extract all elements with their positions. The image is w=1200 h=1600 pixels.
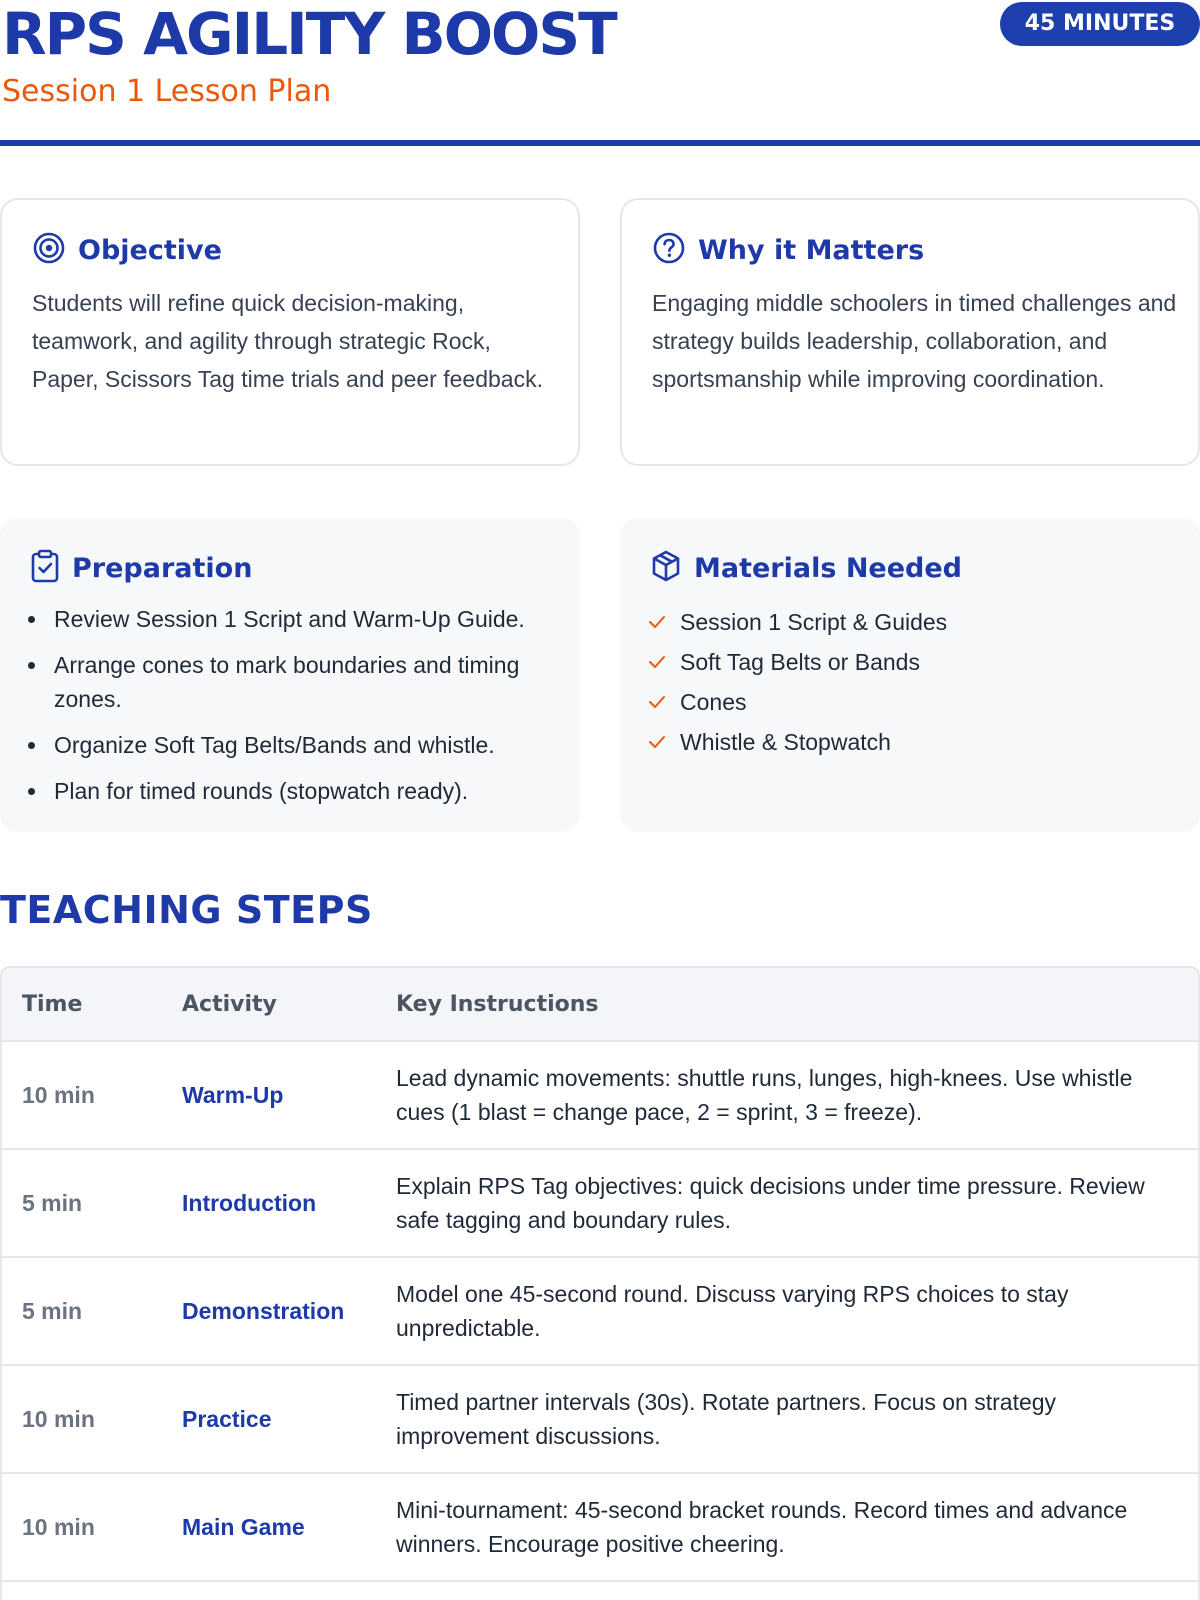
page-title: RPS AGILITY BOOST [2, 0, 616, 68]
materials-card [620, 518, 1200, 832]
duration-badge: 45 MINUTES [1000, 2, 1200, 46]
objective-header [32, 230, 222, 270]
preparation-list [24, 602, 566, 820]
list-item [648, 722, 1186, 762]
check-icon [648, 615, 666, 629]
box-icon [650, 549, 682, 588]
list-item: Organize Soft Tag Belts/Bands and whistle. [24, 728, 566, 762]
page-subtitle: Session 1 Lesson Plan [2, 74, 332, 109]
time-cell: 10 min [22, 1514, 95, 1540]
header-divider [0, 140, 1200, 146]
check-icon [648, 695, 666, 709]
preparation-header [30, 548, 252, 588]
column-header-instructions: Key Instructions [396, 992, 599, 1017]
list-item [648, 602, 1186, 642]
table-header [2, 968, 1198, 1042]
list-item-label: Cones [680, 689, 747, 715]
objective-title: Objective [78, 234, 222, 266]
objective-card [0, 198, 580, 466]
activity-cell: Introduction [182, 1190, 317, 1216]
list-item: Plan for timed rounds (stopwatch ready). [24, 774, 566, 808]
table-row [2, 1150, 1198, 1258]
time-cell: 5 min [22, 1298, 83, 1324]
time-cell: 10 min [22, 1406, 95, 1432]
time-cell: 5 min [22, 1190, 83, 1216]
target-icon [32, 231, 66, 270]
instructions-cell: Model one 45-second round. Discuss varying RPS choices to stay unpredictable. [396, 1281, 1069, 1341]
table-row [2, 1474, 1198, 1582]
activity-cell: Main Game [182, 1514, 305, 1540]
question-circle-icon [652, 231, 686, 270]
instructions-cell: Lead dynamic movements: shuttle runs, lunges, high-knees. Use whistle cues (1 blast = change pace, 2 = sprint, 3 = freeze). [396, 1065, 1133, 1125]
why-it-matters-header [652, 230, 924, 270]
instructions-cell: Timed partner intervals (30s). Rotate partners. Focus on strategy improvement discussions. [396, 1389, 1057, 1449]
list-item [648, 682, 1186, 722]
why-it-matters-text: Engaging middle schoolers in timed challenges and strategy builds leadership, collaboration, and sportsmanship while improving coordination. [652, 290, 1177, 392]
column-header-time: Time [22, 992, 83, 1017]
activity-cell: Demonstration [182, 1298, 345, 1324]
check-icon [648, 655, 666, 669]
list-item: Review Session 1 Script and Warm-Up Guide. [24, 602, 566, 636]
table-row [2, 1258, 1198, 1366]
instructions-cell: Explain RPS Tag objectives: quick decisions under time pressure. Review safe tagging and boundary rules. [396, 1173, 1145, 1233]
table-row [2, 1366, 1198, 1474]
instructions-cell: Mini-tournament: 45-second bracket rounds. Record times and advance winners. Encourage positive cheering. [396, 1497, 1128, 1557]
why-it-matters-title: Why it Matters [698, 234, 925, 266]
objective-text: Students will refine quick decision-making, teamwork, and agility through strategic Rock, Paper, Scissors Tag time trials and peer feedback. [32, 290, 543, 392]
list-item-label: Session 1 Script & Guides [680, 609, 948, 635]
list-item: Arrange cones to mark boundaries and timing zones. [24, 648, 566, 716]
materials-header [650, 548, 962, 588]
preparation-card [0, 518, 580, 832]
teaching-steps-table [0, 966, 1200, 1600]
materials-title: Materials Needed [694, 552, 963, 584]
preparation-title: Preparation [72, 552, 253, 584]
page-header [0, 0, 1200, 148]
list-item-label: Soft Tag Belts or Bands [680, 649, 920, 675]
activity-cell: Practice [182, 1406, 272, 1432]
section-title: TEACHING STEPS [0, 888, 373, 932]
check-icon [648, 735, 666, 749]
materials-list [648, 602, 1186, 762]
column-header-activity: Activity [182, 992, 277, 1017]
list-item [648, 642, 1186, 682]
why-it-matters-card [620, 198, 1200, 466]
activity-cell: Warm-Up [182, 1082, 284, 1108]
list-item-label: Whistle & Stopwatch [680, 729, 891, 755]
clipboard-check-icon [30, 549, 60, 588]
table-row [2, 1042, 1198, 1150]
time-cell: 10 min [22, 1082, 95, 1108]
